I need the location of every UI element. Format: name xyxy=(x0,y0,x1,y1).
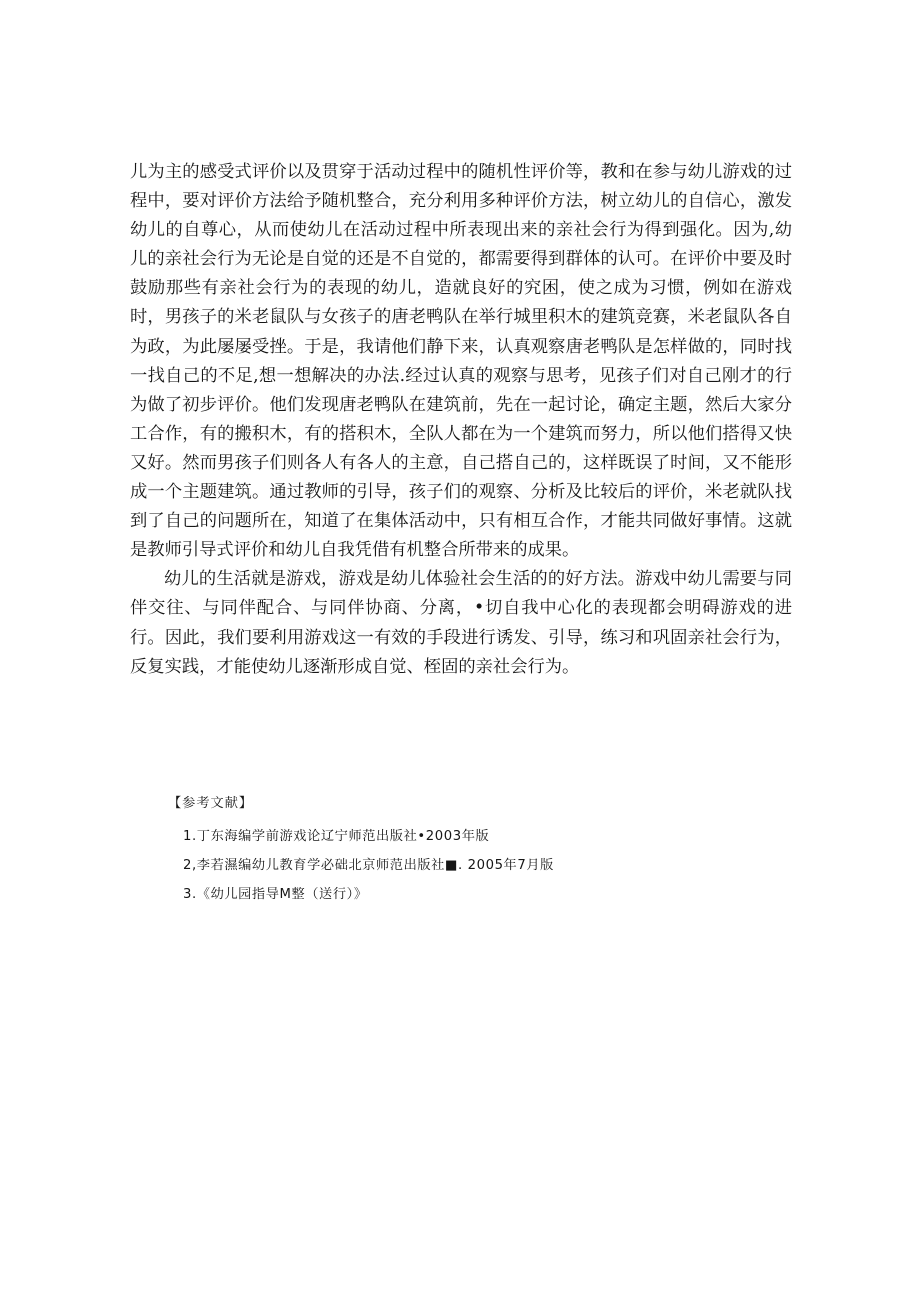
body-text xyxy=(130,158,792,682)
references-section xyxy=(168,793,554,912)
reference-item: 2,李若濕编幼儿教育学必础北京师范出版社■. 2005年7月版 xyxy=(183,858,554,873)
references-heading: 【参考文献】 xyxy=(168,796,254,811)
paragraph-2: 幼儿的生活就是游戏，游戏是幼儿体验社会生活的的好方法。游戏中幼儿需要与同伴交往、与同伴配合、与同伴协商、分离，•切自我中心化的表现都会明碍游戏的进行。因此，我们要利用游戏这一有效的手段进行诱发、引导，练习和巩固亲社会行为，反复实践，才能使幼儿逐渐形成自觉、桎固的亲社会行为。 xyxy=(130,569,792,677)
reference-item: 3.《幼儿园指导M整（送行）》 xyxy=(183,887,368,902)
paragraph-1: 儿为主的感受式评价以及贯穿于活动过程中的随机性评价等，教和在参与幼儿游戏的过程中，要对评价方法给予随机整合，充分利用多种评价方法，树立幼儿的自信心，激发幼儿的自尊心，从而使幼儿在活动过程中所表现出来的亲社会行为得到强化。因为,幼儿的亲社会行为无论是自觉的还是不自觉的，都需要得到群体的认可。在评价中要及时鼓励那些有亲社会行为的表现的幼儿，造就良好的究困，使之成为习惯，例如在游戏时，男孩子的米老鼠队与女孩子的唐老鸭队在举行城里积木的建筑竞赛，米老鼠队各自为政，为此屡屡受挫。于是，我请他们静下来，认真观察唐老鸭队是怎样做的，同时找一找自己的不足,想一想解决的办法.经过认真的观察与思考，见孩子们对自己刚才的行为做了初步评价。他们发现唐老鸭队在建筑前，先在一起讨论，确定主题，然后大家分工合作，有的搬积木，有的搭积木，全队人都在为一个建筑而努力，所以他们搭得又快又好。然而男孩子们则各人有各人的主意，自己搭自己的，这样既误了时间，又不能形成一个主题建筑。通过教师的引导，孩子们的观察、分析及比较后的评价，米老就队找到了自己的问题所在，知道了在集体活动中，只有相互合作，才能共同做好事情。这就是教师引导式评价和幼儿自我凭借有机整合所带来的成果。 xyxy=(130,162,792,561)
reference-item: 1.丁东海编学前游戏论辽宁师范出版社•2003年版 xyxy=(183,829,490,844)
